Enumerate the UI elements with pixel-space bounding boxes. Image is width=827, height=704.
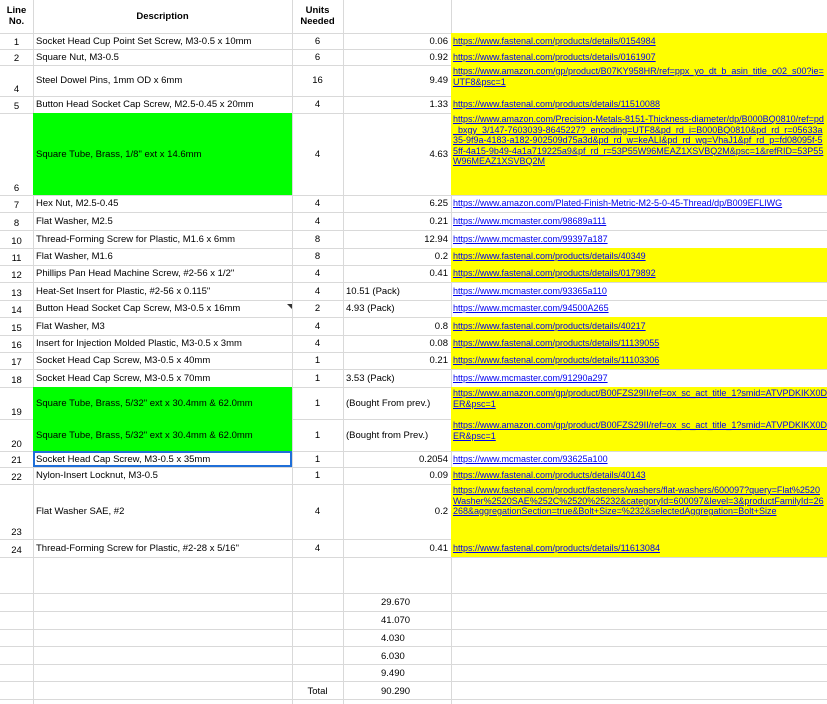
table-row (0, 419, 827, 451)
comment-indicator-icon (287, 304, 292, 309)
units-cell[interactable]: 4 (314, 506, 321, 517)
link-cell[interactable] (451, 369, 827, 387)
table-row (0, 484, 827, 539)
description-cell[interactable]: Heat-Set Insert for Plastic, #2-56 x 0.115" (36, 285, 211, 297)
product-link[interactable]: https://www.mcmaster.com/99397a187 (453, 233, 608, 244)
link-cell[interactable] (451, 317, 827, 335)
description-cell[interactable]: Socket Head Cup Point Set Screw, M3-0.5 x 10mm (36, 35, 252, 47)
price-cell[interactable] (343, 212, 451, 230)
price-value: 0.21 (429, 355, 448, 366)
price-value: 0.08 (429, 338, 448, 349)
header-description-label: Description (136, 11, 189, 22)
line-number-cell[interactable]: 21 (11, 455, 22, 466)
price-cell[interactable] (343, 49, 451, 65)
description-cell[interactable]: Socket Head Cap Screw, M3-0.5 x 35mm (33, 451, 292, 467)
product-link[interactable]: https://www.fastenal.com/products/details/0179892 (453, 268, 656, 279)
table-row (0, 467, 827, 484)
description-cell[interactable]: Flat Washer, M3 (36, 320, 105, 332)
description-cell[interactable]: Insert for Injection Molded Plastic, M3-0.5 x 3mm (36, 338, 242, 349)
price-value: 12.94 (424, 233, 448, 245)
product-link[interactable]: https://www.amazon.com/gp/product/B00FZS29II/ref=ox_sc_act_title_1?smid=ATVPDKIKX0DER&psc=1 (453, 420, 827, 441)
product-link[interactable]: https://www.mcmaster.com/98689a111 (453, 215, 607, 226)
link-cell[interactable] (451, 265, 827, 282)
line-number-cell[interactable]: 17 (11, 357, 22, 368)
units-cell[interactable]: 1 (314, 355, 321, 366)
price-value: 0.41 (429, 268, 448, 279)
header-no-label: No. (8, 16, 25, 27)
table-row (0, 33, 827, 49)
link-cell[interactable] (451, 230, 827, 248)
price-note: 10.51 (Pack) (346, 285, 400, 297)
units-cell[interactable]: 8 (314, 233, 321, 245)
line-number-cell[interactable]: 13 (11, 288, 22, 299)
price-cell[interactable] (343, 265, 451, 282)
description-cell[interactable]: Steel Dowel Pins, 1mm OD x 6mm (36, 75, 183, 86)
units-cell[interactable]: 4 (314, 268, 321, 279)
summary-value[interactable]: 9.490 (381, 668, 405, 679)
link-cell[interactable] (451, 352, 827, 369)
table-row (0, 387, 827, 419)
price-value: 0.21 (429, 215, 448, 227)
price-value: 9.49 (429, 75, 448, 86)
product-link[interactable]: https://www.mcmaster.com/94500A265 (453, 303, 609, 314)
table-row (0, 335, 827, 352)
table-row (0, 65, 827, 96)
header-needed-label: Needed (300, 16, 335, 27)
price-cell[interactable] (343, 195, 451, 212)
table-row (0, 265, 827, 282)
table-row (0, 539, 827, 557)
row-divider (0, 557, 827, 558)
price-value: 0.09 (429, 470, 448, 481)
header-line-no[interactable] (0, 0, 33, 33)
units-cell[interactable]: 8 (314, 251, 321, 262)
description-cell[interactable]: Phillips Pan Head Machine Screw, #2-56 x 1/2" (36, 268, 235, 279)
line-number-cell[interactable]: 19 (11, 407, 22, 418)
product-link[interactable]: https://www.fastenal.com/products/details/0161907 (453, 51, 656, 62)
summary-value[interactable]: 90.290 (381, 686, 411, 697)
description-cell[interactable]: Socket Head Cap Screw, M3-0.5 x 40mm (36, 355, 211, 366)
header-line-label: Line (6, 5, 27, 16)
description-cell[interactable]: Nylon-Insert Locknut, M3-0.5 (36, 470, 158, 481)
product-link[interactable]: https://www.fastenal.com/products/details/11613084 (453, 542, 660, 553)
price-cell[interactable] (343, 96, 451, 113)
description-cell[interactable]: Button Head Socket Cap Screw, M2.5-0.45 x 20mm (36, 99, 254, 110)
row-divider (0, 664, 827, 665)
price-cell[interactable] (343, 113, 451, 195)
units-cell[interactable]: 4 (314, 198, 321, 209)
line-number-cell[interactable]: 6 (13, 183, 20, 194)
price-cell[interactable] (343, 33, 451, 49)
units-cell[interactable]: 6 (314, 51, 321, 63)
table-row (0, 369, 827, 387)
units-cell[interactable]: 4 (314, 148, 321, 160)
row-divider (0, 611, 827, 612)
link-cell[interactable] (451, 300, 827, 317)
summary-value[interactable]: 41.070 (381, 615, 411, 626)
table-row (0, 352, 827, 369)
units-cell[interactable]: 1 (314, 453, 321, 465)
price-cell[interactable] (343, 539, 451, 557)
line-number-cell[interactable]: 4 (13, 84, 20, 95)
product-link[interactable]: https://www.amazon.com/gp/product/B07KY958HR/ref=ppx_yo_dt_b_asin_title_o02_s00?ie=UTF8&psc=1 (453, 66, 824, 87)
units-cell[interactable]: 4 (314, 99, 321, 110)
link-cell[interactable] (451, 484, 827, 539)
price-cell[interactable] (343, 248, 451, 265)
summary-value[interactable]: 4.030 (381, 633, 405, 644)
price-note: (Bought From prev.) (346, 397, 431, 409)
description-cell[interactable]: Socket Head Cap Screw, M3-0.5 x 70mm (36, 372, 211, 384)
link-cell[interactable] (451, 451, 827, 467)
description-cell[interactable]: Square Nut, M3-0.5 (36, 51, 119, 63)
link-cell[interactable] (451, 282, 827, 300)
link-cell[interactable] (451, 419, 827, 451)
total-label: Total (307, 686, 328, 697)
price-value: 4.63 (429, 148, 448, 160)
line-number-cell[interactable]: 1 (13, 37, 20, 48)
link-cell[interactable] (451, 539, 827, 557)
product-link[interactable]: https://www.mcmaster.com/93365a110 (453, 285, 607, 296)
line-number-cell[interactable]: 2 (13, 53, 20, 64)
price-cell[interactable] (343, 352, 451, 369)
line-number-cell[interactable]: 5 (13, 101, 20, 112)
price-value: 0.2054 (418, 453, 448, 465)
price-cell[interactable] (343, 484, 451, 539)
description-cell[interactable]: Square Tube, Brass, 1/8" ext x 14.6mm (33, 113, 292, 195)
line-number-cell[interactable]: 14 (11, 305, 22, 316)
line-number-cell[interactable]: 12 (11, 270, 22, 281)
product-link[interactable]: https://www.fastenal.com/products/details/11139055 (453, 338, 660, 349)
product-link[interactable]: https://www.fastenal.com/products/details/11510088 (453, 99, 660, 110)
row-divider (0, 593, 827, 594)
table-row (0, 96, 827, 113)
row-divider (0, 629, 827, 630)
description-cell[interactable]: Square Tube, Brass, 5/32" ext x 30.4mm & 62.0mm (33, 419, 292, 451)
table-row (0, 451, 827, 467)
row-divider (0, 699, 827, 700)
table-row (0, 317, 827, 335)
price-cell[interactable] (343, 282, 451, 300)
table-row (0, 195, 827, 212)
units-cell[interactable]: 16 (312, 75, 323, 86)
price-value: 1.33 (429, 99, 448, 110)
link-cell[interactable] (451, 195, 827, 212)
description-cell[interactable]: Button Head Socket Cap Screw, M3-0.5 x 16mm (36, 303, 241, 314)
product-link[interactable]: https://www.amazon.com/gp/product/B00FZS29II/ref=ox_sc_act_title_1?smid=ATVPDKIKX0DER&psc=1 (453, 388, 827, 409)
table-row (0, 230, 827, 248)
link-cell[interactable] (451, 335, 827, 352)
units-cell[interactable]: 1 (314, 429, 321, 441)
link-cell[interactable] (451, 49, 827, 65)
price-cell[interactable] (343, 300, 451, 317)
table-row (0, 300, 827, 317)
description-cell[interactable]: Flat Washer, M1.6 (36, 251, 113, 262)
link-cell[interactable] (451, 212, 827, 230)
units-cell[interactable]: 4 (314, 285, 321, 297)
link-cell[interactable] (451, 467, 827, 484)
link-cell[interactable] (451, 33, 827, 49)
units-cell[interactable]: 1 (314, 372, 321, 384)
product-link[interactable]: https://www.fastenal.com/products/details/40349 (453, 251, 646, 262)
units-cell[interactable]: 4 (314, 215, 321, 227)
line-number-cell[interactable]: 22 (11, 472, 22, 483)
price-note: 4.93 (Pack) (346, 303, 395, 314)
product-link[interactable]: https://www.fastenal.com/products/details/0154984 (453, 35, 656, 46)
line-number-cell[interactable]: 16 (11, 340, 22, 351)
price-cell[interactable] (343, 317, 451, 335)
line-number-cell[interactable]: 8 (13, 218, 20, 229)
price-cell[interactable] (343, 419, 451, 451)
row-divider (0, 681, 827, 682)
units-cell[interactable]: 6 (314, 35, 321, 47)
price-cell[interactable] (343, 467, 451, 484)
table-row (0, 248, 827, 265)
table-row (0, 113, 827, 195)
price-value: 6.25 (429, 198, 448, 209)
link-cell[interactable] (451, 113, 827, 195)
table-row (0, 49, 827, 65)
units-cell[interactable]: 4 (314, 542, 321, 554)
product-link[interactable]: https://www.fastenal.com/product/fasteners/washers/flat-washers/600097?query=Flat%2520Washer%2520SAE%252C%2520%25232&categoryId=600097&level=3&productFamilyId=26268&aggregationSection=true&Bolt+Size=%232&selectedAggregation=Bolt+Size (453, 485, 824, 516)
product-link[interactable]: https://www.mcmaster.com/91290a297 (453, 372, 608, 383)
units-cell[interactable]: 1 (314, 397, 321, 409)
units-cell[interactable]: 1 (314, 470, 321, 481)
link-cell[interactable] (451, 248, 827, 265)
price-cell[interactable] (343, 65, 451, 96)
price-cell[interactable] (343, 451, 451, 467)
line-number-cell[interactable]: 11 (11, 253, 22, 264)
description-cell[interactable]: Hex Nut, M2.5-0.45 (36, 198, 119, 209)
product-link[interactable]: https://www.fastenal.com/products/details/40217 (453, 320, 646, 331)
link-cell[interactable] (451, 65, 827, 96)
price-cell[interactable] (343, 335, 451, 352)
header-units-needed[interactable] (292, 0, 343, 33)
product-link[interactable]: https://www.fastenal.com/products/details/11103306 (453, 355, 660, 366)
description-cell[interactable]: Thread-Forming Screw for Plastic, M1.6 x 6mm (36, 233, 236, 245)
price-value: 0.8 (434, 320, 448, 332)
price-value: 0.2 (434, 251, 448, 262)
product-link[interactable]: https://www.amazon.com/Precision-Metals-8151-Thickness-diameter/dp/B000BQ0810/ref=pd_bxgy_3/147-7603039-8645227?_encoding=UTF8&pd_rd_i=B000BQ0810&pd_rd_r=05633a35-9f9a-4183-a182-902509d75a3d&pd_rd_w=keALI&pd_rd_wg=VhaJ1&pf_rd_p=fd08095f-55ff-4a15-9b49-4a1a719225a9&pf_rd_r=53P55W96MEAZ1XSVBQ2M&psc=1&refRID=53P55W96MEAZ1XSVBQ2M (453, 114, 824, 166)
description-cell[interactable]: Square Tube, Brass, 5/32" ext x 30.4mm & 62.0mm (33, 387, 292, 419)
product-link[interactable]: https://www.fastenal.com/products/details/40143 (453, 470, 646, 481)
link-cell[interactable] (451, 387, 827, 419)
line-number-cell[interactable]: 18 (11, 375, 22, 386)
header-units-label: Units (305, 5, 330, 16)
price-note: 3.53 (Pack) (346, 372, 395, 384)
units-cell[interactable]: 2 (314, 303, 321, 314)
price-value: 0.41 (429, 542, 448, 554)
line-number-cell[interactable]: 23 (11, 527, 22, 538)
header-description[interactable] (33, 0, 292, 33)
units-cell[interactable]: 4 (314, 320, 321, 332)
price-value: 0.06 (429, 35, 448, 47)
line-number-cell[interactable]: 24 (11, 545, 22, 556)
description-cell[interactable]: Flat Washer, M2.5 (36, 215, 113, 227)
line-number-cell[interactable]: 20 (11, 439, 22, 450)
link-cell[interactable] (451, 96, 827, 113)
description-cell[interactable]: Thread-Forming Screw for Plastic, #2-28 x 5/16" (36, 542, 239, 554)
line-number-cell[interactable]: 15 (11, 323, 22, 334)
price-value: 0.2 (434, 506, 448, 517)
price-value: 0.92 (429, 51, 448, 63)
units-cell[interactable]: 4 (314, 338, 321, 349)
line-number-cell[interactable]: 10 (11, 236, 22, 247)
table-row (0, 282, 827, 300)
summary-value[interactable]: 29.670 (381, 597, 411, 608)
price-note: (Bought from Prev.) (346, 429, 429, 441)
product-link[interactable]: https://www.amazon.com/Plated-Finish-Metric-M2-5-0-45-Thread/dp/B009EFLIWG (453, 198, 783, 209)
summary-value[interactable]: 6.030 (381, 651, 405, 662)
table-row (0, 212, 827, 230)
price-cell[interactable] (343, 230, 451, 248)
row-divider (0, 646, 827, 647)
price-cell[interactable] (343, 387, 451, 419)
description-cell[interactable]: Flat Washer SAE, #2 (36, 506, 125, 517)
product-link[interactable]: https://www.mcmaster.com/93625a100 (453, 453, 608, 464)
price-cell[interactable] (343, 369, 451, 387)
line-number-cell[interactable]: 7 (13, 200, 20, 211)
